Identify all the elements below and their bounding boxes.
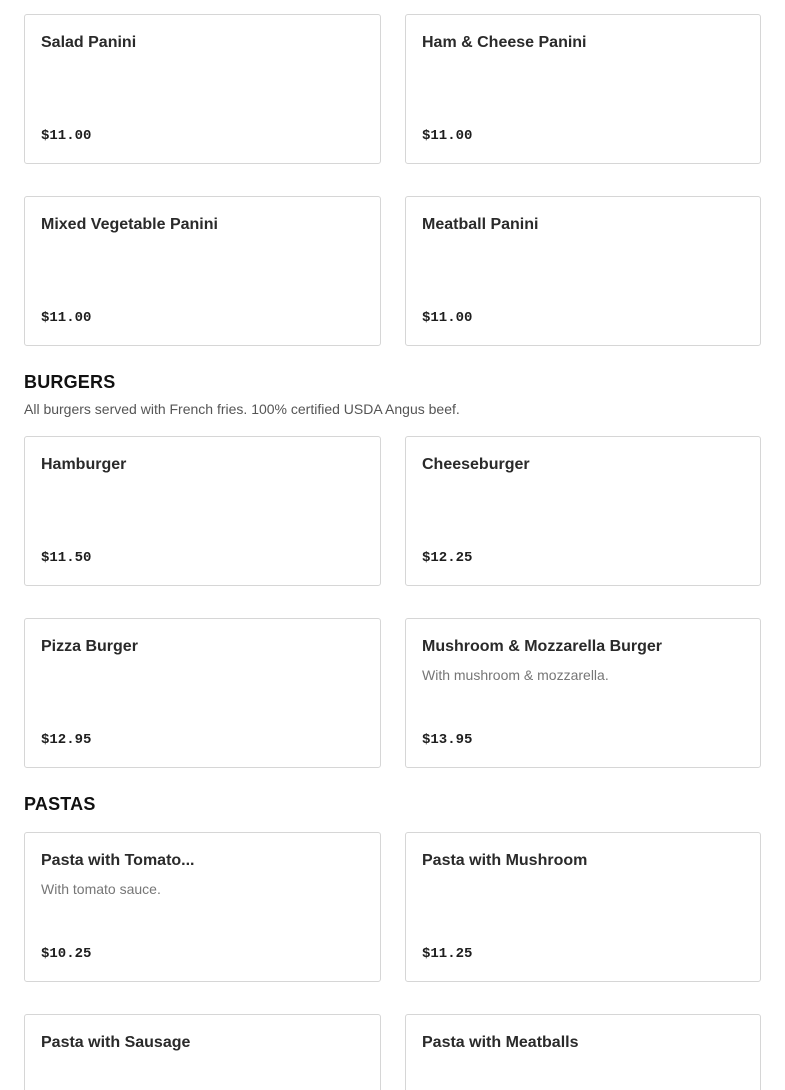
- item-name: Pasta with Tomato...: [41, 852, 195, 869]
- item-price: $12.95: [41, 732, 92, 748]
- item-price: $11.00: [422, 128, 473, 144]
- item-price: $11.50: [41, 550, 92, 566]
- item-name: Pasta with Sausage: [41, 1034, 191, 1051]
- item-name: Meatball Panini: [422, 216, 539, 233]
- panini-grid: [24, 14, 761, 346]
- menu-item-card[interactable]: [405, 436, 761, 586]
- section-title-burgers: BURGERS: [24, 372, 116, 392]
- item-name: Cheeseburger: [422, 456, 530, 473]
- item-price: $13.95: [422, 732, 473, 748]
- item-name: Mixed Vegetable Panini: [41, 216, 218, 233]
- item-name: Pasta with Meatballs: [422, 1034, 579, 1051]
- menu-item-card[interactable]: [405, 618, 761, 768]
- menu-item-card[interactable]: [24, 196, 381, 346]
- item-name: Ham & Cheese Panini: [422, 34, 587, 51]
- item-price: $10.25: [41, 946, 92, 962]
- item-name: Mushroom & Mozzarella Burger: [422, 638, 663, 655]
- menu-item-card[interactable]: [24, 436, 381, 586]
- item-name: Pasta with Mushroom: [422, 852, 588, 869]
- pastas-grid: [24, 832, 761, 1090]
- menu-item-card[interactable]: [405, 196, 761, 346]
- item-price: $11.00: [422, 310, 473, 326]
- menu-item-card[interactable]: [405, 832, 761, 982]
- item-price: $11.00: [41, 128, 92, 144]
- item-name: Salad Panini: [41, 34, 137, 51]
- section-description-burgers: All burgers served with French fries. 100% certified USDA Angus beef.: [24, 401, 460, 417]
- menu-item-card[interactable]: [405, 14, 761, 164]
- burgers-grid: [24, 436, 761, 768]
- item-price: $11.00: [41, 310, 92, 326]
- menu-item-card[interactable]: [24, 832, 381, 982]
- menu-item-card[interactable]: [405, 1014, 761, 1090]
- item-name: Hamburger: [41, 456, 127, 473]
- section-title-pastas: PASTAS: [24, 794, 96, 814]
- item-description: With tomato sauce.: [41, 881, 161, 897]
- item-price: $12.25: [422, 550, 473, 566]
- menu-item-card[interactable]: [24, 618, 381, 768]
- item-name: Pizza Burger: [41, 638, 138, 655]
- menu-item-card[interactable]: [24, 14, 381, 164]
- menu-item-card[interactable]: [24, 1014, 381, 1090]
- item-price: $11.25: [422, 946, 473, 962]
- item-description: With mushroom & mozzarella.: [422, 667, 609, 683]
